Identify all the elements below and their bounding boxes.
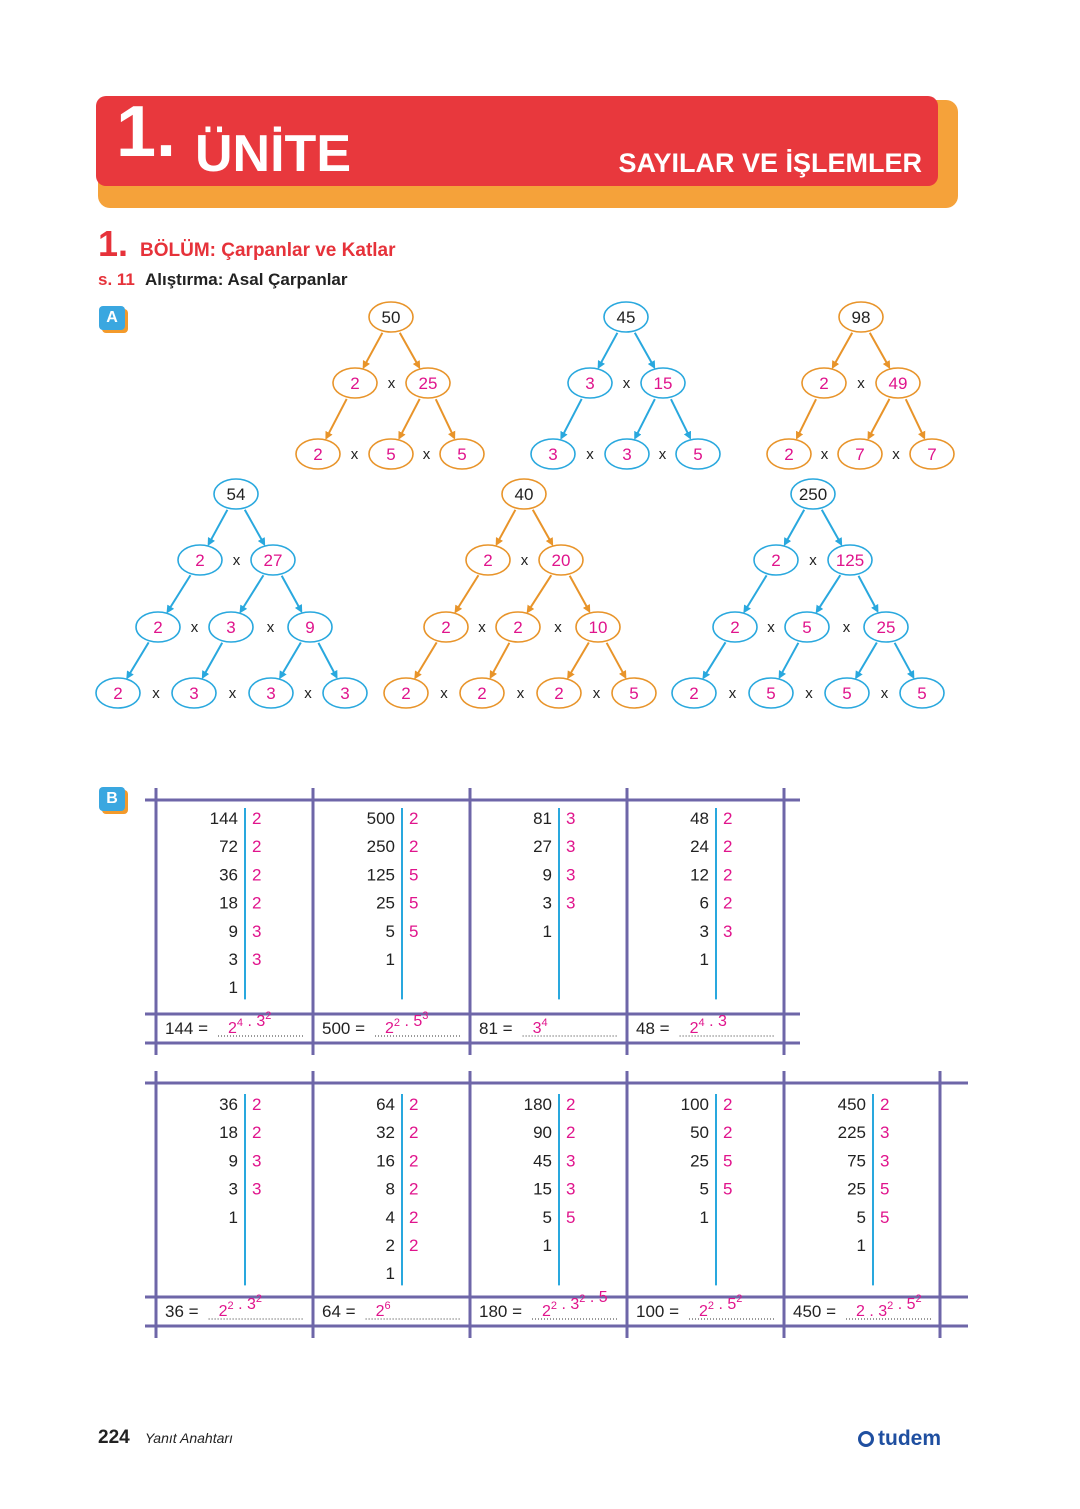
answer-base: 3 bbox=[532, 1020, 542, 1037]
answer: 2 . $3^2$ . $5^2$ bbox=[856, 1293, 922, 1320]
answer-base: 5 bbox=[906, 1296, 916, 1313]
divisor: 2 bbox=[252, 865, 262, 885]
tree-factor: 9 bbox=[305, 618, 315, 637]
tree-factor: 2 bbox=[195, 551, 205, 570]
tree-factor: 2 bbox=[784, 445, 794, 464]
divisor: 2 bbox=[880, 1095, 890, 1114]
division-cell-100 bbox=[636, 1094, 774, 1321]
answer-exponent: 2 bbox=[707, 1300, 715, 1312]
tree-factor: 5 bbox=[457, 445, 467, 464]
dividend: 24 bbox=[690, 837, 709, 857]
answer-base: 2 bbox=[689, 1020, 699, 1037]
tree-factor: 3 bbox=[226, 618, 236, 637]
tree-factor: 10 bbox=[588, 618, 608, 637]
answer-exponent: 2 bbox=[915, 1293, 922, 1305]
answer: $2^2$ . $3^2$ . 5 bbox=[542, 1289, 608, 1320]
times-sign: x bbox=[387, 375, 396, 392]
dividend: 500 bbox=[366, 809, 395, 828]
dividend: 48 bbox=[690, 809, 709, 828]
division-cell-450 bbox=[793, 1094, 931, 1321]
divisor: 2 bbox=[252, 1123, 262, 1143]
divisor: 5 bbox=[409, 865, 419, 885]
dividend: 25 bbox=[376, 893, 395, 913]
answer-base: 3 bbox=[570, 1296, 580, 1313]
part-b-badge: B bbox=[99, 787, 125, 811]
dividend: 9 bbox=[542, 865, 552, 885]
equation-label: 500 = bbox=[322, 1019, 366, 1038]
times-sign: x bbox=[809, 552, 817, 569]
times-sign: x bbox=[805, 685, 813, 702]
tree-factor: 25 bbox=[418, 374, 438, 393]
dividend: 5 bbox=[699, 1179, 709, 1199]
divisor: 3 bbox=[566, 1151, 576, 1171]
answer-base: 2 bbox=[385, 1020, 394, 1037]
times-sign: x bbox=[857, 375, 865, 392]
dividend: 125 bbox=[366, 865, 395, 885]
tree-factor: 3 bbox=[266, 684, 276, 703]
times-sign: x bbox=[728, 685, 737, 702]
divisor: 3 bbox=[566, 1179, 576, 1199]
answer: $2^2$ . $5^3$ bbox=[385, 1010, 429, 1037]
equation-label: 48 = bbox=[636, 1019, 670, 1038]
dividend: 3 bbox=[228, 950, 238, 969]
tree-factor: 2 bbox=[513, 618, 523, 637]
divisor: 2 bbox=[409, 1207, 419, 1227]
unit-subtitle: SAYILAR VE İŞLEMLER bbox=[618, 148, 922, 178]
times-sign: x bbox=[422, 446, 431, 463]
division-cell-64 bbox=[322, 1094, 460, 1321]
tree-factor: 2 bbox=[477, 684, 487, 703]
divisor: 3 bbox=[880, 1123, 890, 1143]
answer-base: 2 bbox=[218, 1303, 228, 1320]
dividend: 450 bbox=[837, 1095, 866, 1114]
divisor: 5 bbox=[566, 1207, 576, 1227]
division-cell-81 bbox=[479, 808, 617, 1038]
divisor: 3 bbox=[252, 950, 262, 969]
tree-factor: 2 bbox=[313, 445, 323, 464]
dividend: 1 bbox=[542, 921, 552, 941]
dividend: 4 bbox=[385, 1207, 395, 1227]
answer-base: 3 bbox=[717, 1013, 727, 1030]
tree-factor: 2 bbox=[483, 551, 493, 570]
section-title: BÖLÜM: Çarpanlar ve Katlar bbox=[140, 240, 396, 261]
dividend: 81 bbox=[533, 809, 552, 828]
division-cell-500 bbox=[322, 808, 460, 1038]
answer-base: 2 bbox=[856, 1303, 865, 1320]
answer-base: 2 bbox=[228, 1020, 237, 1037]
divisor: 2 bbox=[409, 809, 419, 828]
answer-exponent: 2 bbox=[227, 1300, 234, 1312]
dividend: 225 bbox=[837, 1123, 866, 1143]
answer-exponent: 2 bbox=[736, 1293, 743, 1305]
answer-exponent: 2 bbox=[255, 1293, 263, 1305]
times-sign: x bbox=[820, 446, 829, 463]
dividend: 1 bbox=[385, 950, 395, 969]
dividend: 250 bbox=[366, 837, 395, 857]
division-cell-48 bbox=[636, 808, 774, 1038]
tree-factor: 5 bbox=[386, 445, 396, 464]
dividend: 144 bbox=[209, 809, 238, 828]
divisor: 2 bbox=[252, 837, 262, 857]
division-cell-36 bbox=[165, 1094, 303, 1321]
answer-exponent: 2 bbox=[265, 1010, 272, 1022]
answer-base: 5 bbox=[727, 1296, 737, 1313]
times-sign: x bbox=[622, 375, 631, 392]
tree-factor: 3 bbox=[622, 445, 632, 464]
tree-factor: 3 bbox=[585, 374, 595, 393]
tree-factor: 2 bbox=[441, 618, 451, 637]
dividend: 16 bbox=[376, 1151, 395, 1171]
footer-label: Yanıt Anahtarı bbox=[145, 1430, 233, 1446]
tree-factor: 5 bbox=[802, 618, 812, 637]
exercise-title: Alıştırma: Asal Çarpanlar bbox=[145, 270, 348, 289]
divisor: 5 bbox=[409, 921, 419, 941]
times-sign: x bbox=[520, 552, 529, 569]
divisor: 2 bbox=[409, 1179, 419, 1199]
dividend: 5 bbox=[385, 921, 395, 941]
divisor: 2 bbox=[409, 1095, 419, 1114]
dividend: 3 bbox=[542, 893, 552, 913]
times-sign: x bbox=[228, 685, 237, 702]
tree-factor: 125 bbox=[835, 551, 865, 570]
answer-base: 2 bbox=[375, 1303, 385, 1320]
dividend: 100 bbox=[680, 1095, 709, 1114]
tree-factor: 3 bbox=[189, 684, 199, 703]
dividend: 1 bbox=[228, 978, 238, 998]
times-sign: x bbox=[152, 685, 160, 702]
divisor: 2 bbox=[723, 893, 733, 913]
equation-label: 450 = bbox=[793, 1302, 837, 1321]
divisor: 2 bbox=[723, 809, 733, 828]
times-sign: x bbox=[350, 446, 359, 463]
dividend: 15 bbox=[533, 1179, 552, 1199]
tree-factor: 2 bbox=[401, 684, 411, 703]
times-sign: x bbox=[554, 619, 562, 636]
divisor: 2 bbox=[252, 1095, 262, 1114]
tree-factor: 7 bbox=[855, 445, 865, 464]
divisor: 5 bbox=[880, 1207, 890, 1227]
dividend: 25 bbox=[847, 1179, 866, 1199]
divisor: 3 bbox=[566, 809, 576, 828]
divisor: 5 bbox=[723, 1179, 733, 1199]
divisor: 3 bbox=[566, 865, 576, 885]
tree-factor: 2 bbox=[153, 618, 163, 637]
divisor: 2 bbox=[723, 1123, 733, 1143]
tree-root: 45 bbox=[616, 308, 636, 327]
tree-factor: 5 bbox=[842, 684, 852, 703]
times-sign: x bbox=[658, 446, 667, 463]
section-number: 1. bbox=[98, 223, 129, 264]
answer-exponent: 2 bbox=[550, 1300, 558, 1312]
answer: $2^4$ . $3^2$ bbox=[228, 1010, 272, 1037]
tree-factor: 20 bbox=[551, 551, 571, 570]
answer-exponent: 2 bbox=[887, 1300, 894, 1312]
times-sign: x bbox=[232, 552, 241, 569]
brand-logo-icon bbox=[858, 1431, 874, 1447]
tree-factor: 27 bbox=[263, 551, 283, 570]
divisor: 5 bbox=[880, 1179, 890, 1199]
tree-factor: 2 bbox=[819, 374, 829, 393]
dividend: 18 bbox=[219, 893, 238, 913]
dividend: 45 bbox=[533, 1151, 552, 1171]
answer-exponent: 4 bbox=[541, 1017, 548, 1029]
dividend: 64 bbox=[376, 1095, 395, 1114]
times-sign: x bbox=[586, 446, 594, 463]
divisor: 3 bbox=[566, 893, 576, 913]
divisor: 2 bbox=[566, 1123, 576, 1143]
answer-exponent: 6 bbox=[384, 1300, 391, 1312]
exercise-page-ref: s. 11 bbox=[98, 270, 135, 289]
dividend: 1 bbox=[856, 1236, 866, 1255]
tree-root: 40 bbox=[514, 485, 534, 504]
dividend: 32 bbox=[376, 1123, 395, 1143]
tree-root: 98 bbox=[851, 308, 871, 327]
answer-base: 3 bbox=[246, 1296, 256, 1313]
answer-base: 3 bbox=[256, 1013, 266, 1030]
tree-root: 54 bbox=[226, 485, 246, 504]
answer-base: 2 bbox=[699, 1303, 708, 1320]
times-sign: x bbox=[190, 619, 199, 636]
divisor: 2 bbox=[409, 1236, 419, 1255]
answer-exponent: 3 bbox=[422, 1010, 429, 1022]
divisor: 2 bbox=[409, 1151, 419, 1171]
divisor: 3 bbox=[252, 1151, 262, 1171]
divisor: 2 bbox=[409, 837, 419, 857]
divisor: 2 bbox=[723, 865, 733, 885]
dividend: 2 bbox=[385, 1236, 395, 1255]
dividend: 12 bbox=[690, 865, 709, 885]
times-sign: x bbox=[478, 619, 486, 636]
divisor: 3 bbox=[252, 1179, 262, 1199]
tree-factor: 5 bbox=[917, 684, 927, 703]
divisor: 2 bbox=[409, 1123, 419, 1143]
tree-factor: 5 bbox=[629, 684, 639, 703]
dividend: 180 bbox=[523, 1095, 552, 1114]
division-cell-144 bbox=[165, 808, 303, 1038]
divisor: 5 bbox=[409, 893, 419, 913]
part-a-badge: A bbox=[99, 306, 125, 330]
divisor: 2 bbox=[723, 1095, 733, 1114]
page-number: 224 bbox=[98, 1427, 130, 1448]
divisor: 2 bbox=[566, 1095, 576, 1114]
dividend: 3 bbox=[699, 921, 709, 941]
division-cell-180 bbox=[479, 1094, 617, 1321]
tree-factor: 15 bbox=[653, 374, 673, 393]
tree-factor: 3 bbox=[548, 445, 558, 464]
dividend: 36 bbox=[219, 1095, 238, 1114]
tree-factor: 2 bbox=[730, 618, 740, 637]
divisor: 3 bbox=[566, 837, 576, 857]
unit-number: 1. bbox=[116, 92, 177, 172]
divisor: 2 bbox=[723, 837, 733, 857]
unit-word: ÜNİTE bbox=[195, 125, 351, 183]
times-sign: x bbox=[304, 685, 312, 702]
dividend: 1 bbox=[228, 1207, 238, 1227]
answer-base: 5 bbox=[413, 1013, 423, 1030]
tree-factor: 3 bbox=[340, 684, 350, 703]
equation-label: 144 = bbox=[165, 1019, 209, 1038]
divisor: 5 bbox=[723, 1151, 733, 1171]
brand-name: tudem bbox=[878, 1427, 941, 1450]
dividend: 3 bbox=[228, 1179, 238, 1199]
divisor: 2 bbox=[252, 809, 262, 828]
dividend: 36 bbox=[219, 865, 238, 885]
equation-label: 36 = bbox=[165, 1302, 199, 1321]
tree-factor: 2 bbox=[554, 684, 564, 703]
equation-label: 100 = bbox=[636, 1302, 680, 1321]
tree-factor: 2 bbox=[771, 551, 781, 570]
dividend: 5 bbox=[856, 1207, 866, 1227]
dividend: 1 bbox=[699, 1207, 709, 1227]
answer: $2^2$ . $3^2$ bbox=[218, 1293, 263, 1320]
tree-factor: 2 bbox=[689, 684, 699, 703]
equation-label: 81 = bbox=[479, 1019, 513, 1038]
times-sign: x bbox=[880, 685, 889, 702]
dividend: 8 bbox=[385, 1179, 395, 1199]
equation-label: 180 = bbox=[479, 1302, 523, 1321]
tree-root: 50 bbox=[381, 308, 401, 327]
answer bbox=[533, 1017, 548, 1037]
dividend: 25 bbox=[690, 1151, 709, 1171]
tree-factor: 25 bbox=[876, 618, 896, 637]
times-sign: x bbox=[842, 619, 851, 636]
answer-exponent: 4 bbox=[698, 1017, 705, 1029]
dividend: 5 bbox=[542, 1207, 552, 1227]
answer: $2^4$ . 3 bbox=[689, 1013, 727, 1037]
tree-factor: 7 bbox=[927, 445, 937, 464]
tree-root: 250 bbox=[798, 485, 828, 504]
dividend: 9 bbox=[228, 1151, 238, 1171]
divisor: 2 bbox=[252, 893, 262, 913]
dividend: 27 bbox=[533, 837, 552, 857]
divisor: 3 bbox=[723, 921, 733, 941]
answer: $2^2$ . $5^2$ bbox=[699, 1293, 743, 1320]
brand-logo bbox=[858, 1427, 941, 1451]
dividend: 9 bbox=[228, 921, 238, 941]
dividend: 18 bbox=[219, 1123, 238, 1143]
dividend: 72 bbox=[219, 837, 238, 857]
answer-exponent: 2 bbox=[393, 1017, 401, 1029]
times-sign: x bbox=[767, 619, 775, 636]
dividend: 90 bbox=[533, 1123, 552, 1143]
answer-exponent: 2 bbox=[579, 1293, 586, 1305]
divisor: 3 bbox=[880, 1151, 890, 1171]
answer-base: 5 bbox=[598, 1289, 608, 1306]
answer bbox=[376, 1300, 391, 1320]
tree-factor: 49 bbox=[888, 374, 908, 393]
answer-base: 3 bbox=[878, 1303, 888, 1320]
dividend: 1 bbox=[542, 1236, 552, 1255]
tree-factor: 5 bbox=[766, 684, 776, 703]
times-sign: x bbox=[266, 619, 275, 636]
answer-exponent: 4 bbox=[236, 1017, 244, 1029]
dividend: 1 bbox=[385, 1264, 395, 1284]
times-sign: x bbox=[440, 685, 448, 702]
answer-base: 2 bbox=[542, 1303, 551, 1320]
tree-factor: 2 bbox=[350, 374, 360, 393]
times-sign: x bbox=[592, 685, 601, 702]
divisor: 3 bbox=[252, 921, 262, 941]
tree-factor: 2 bbox=[113, 684, 123, 703]
equation-label: 64 = bbox=[322, 1302, 356, 1321]
dividend: 50 bbox=[690, 1123, 709, 1143]
tree-factor: 5 bbox=[693, 445, 703, 464]
dividend: 75 bbox=[847, 1151, 866, 1171]
times-sign: x bbox=[892, 446, 900, 463]
dividend: 1 bbox=[699, 950, 709, 969]
times-sign: x bbox=[516, 685, 525, 702]
dividend: 6 bbox=[699, 893, 709, 913]
